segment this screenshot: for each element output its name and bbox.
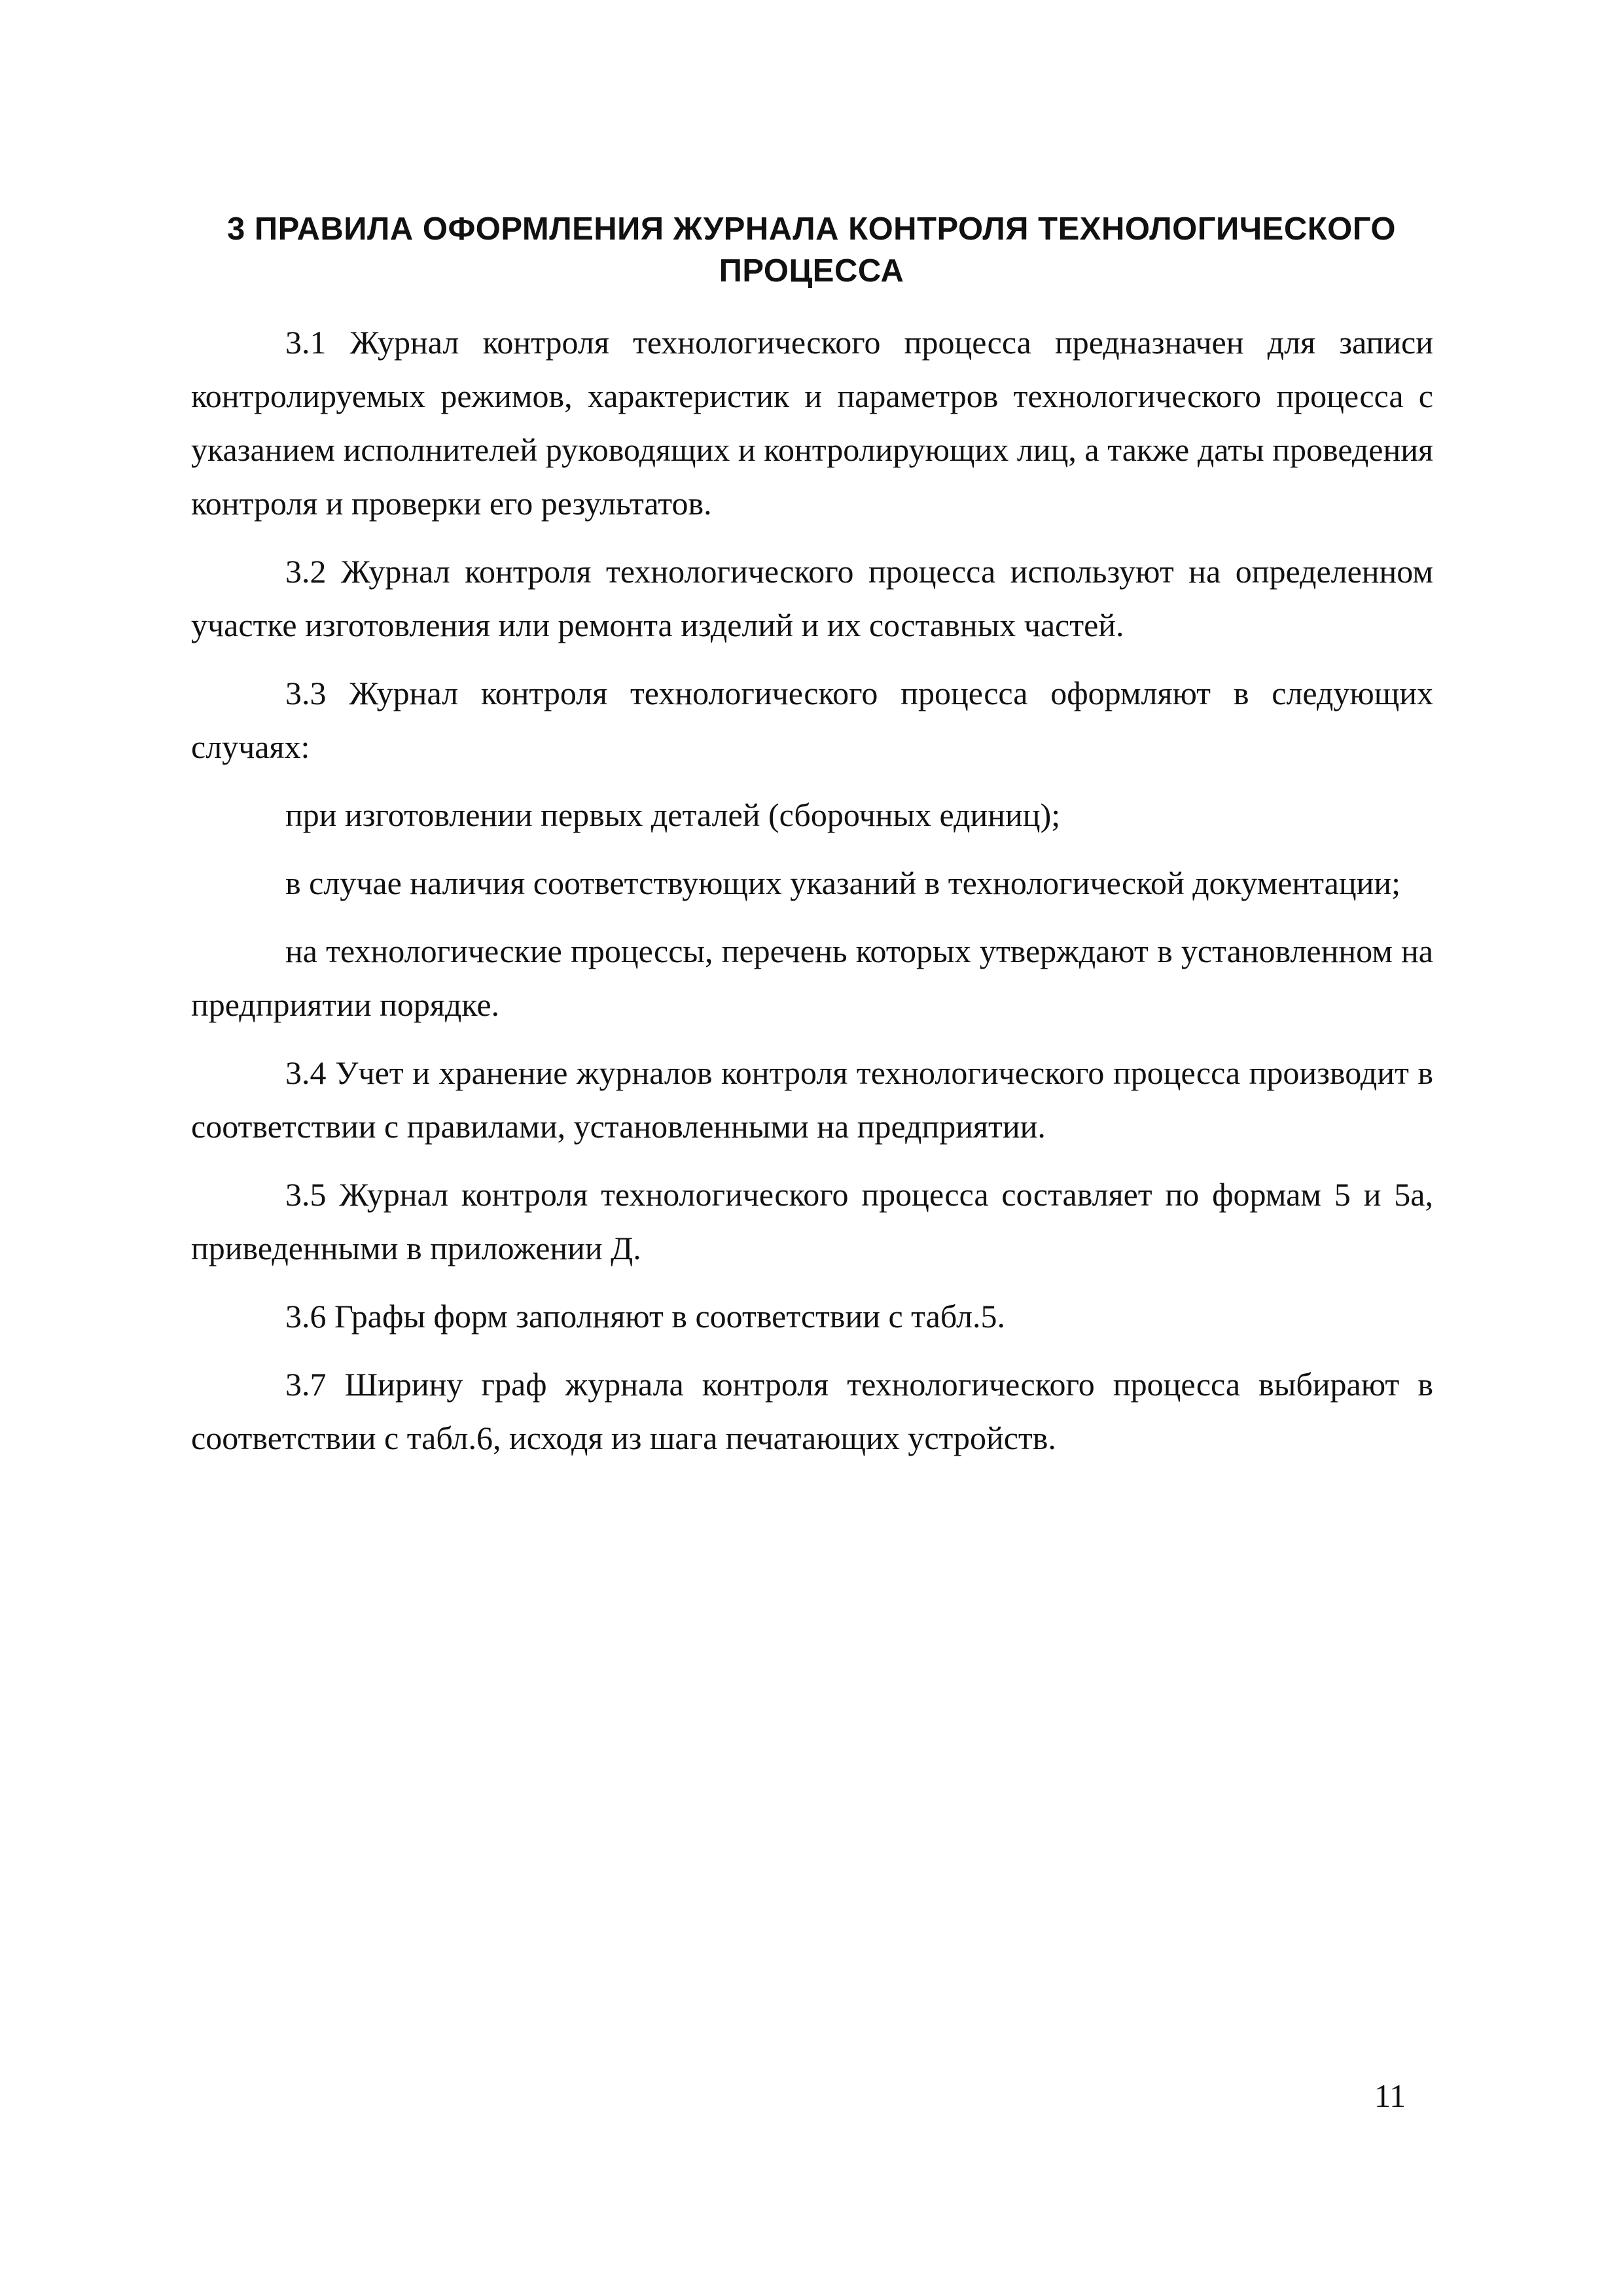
paragraph-3-2: 3.2 Журнал контроля технологического процесса используют на определенном участке изготовления или ремонта изделий и их составных частей. [191,553,1433,643]
section-heading [190,208,1433,292]
paragraph-3-1: 3.1 Журнал контроля технологического процесса предназначен для записи контролируемых режимов, характеристик и параметров технологического процесса с указанием исполнителей руководящих и контролирующих лиц, а также даты проведения контроля и проверки его результатов. [191,324,1433,522]
section-heading-line-1: 3 ПРАВИЛА ОФОРМЛЕНИЯ ЖУРНАЛА КОНТРОЛЯ ТЕХНОЛОГИЧЕСКОГО [227,211,1396,247]
paragraph-3-6: 3.6 Графы форм заполняют в соответствии с табл.5. [285,1298,1005,1335]
paragraph-3-5: 3.5 Журнал контроля технологического процесса составляет по формам 5 и 5а, приведенными в приложении Д. [191,1176,1433,1266]
section-body [191,315,1433,1479]
list-item-first-parts: при изготовлении первых деталей (сборочных единиц); [285,797,1061,833]
page-number: 11 [1374,2077,1406,2114]
paragraph-3-4: 3.4 Учет и хранение журналов контроля технологического процесса производит в соответствии с правилами, установленными на предприятии. [191,1054,1433,1145]
paragraph-3-7: 3.7 Ширину граф журнала контроля технологического процесса выбирают в соответствии с табл.6, исходя из шага печатающих устройств. [191,1366,1433,1456]
list-item-processes: на технологические процессы, перечень которых утверждают в установленном на предприятии порядке. [191,933,1433,1023]
list-item-documentation: в случае наличия соответствующих указаний в технологической документации; [285,865,1401,901]
paragraph-3-3: 3.3 Журнал контроля технологического процесса оформляют в следующих случаях: [191,675,1433,765]
section-heading-line-2: ПРОЦЕССА [719,253,904,289]
